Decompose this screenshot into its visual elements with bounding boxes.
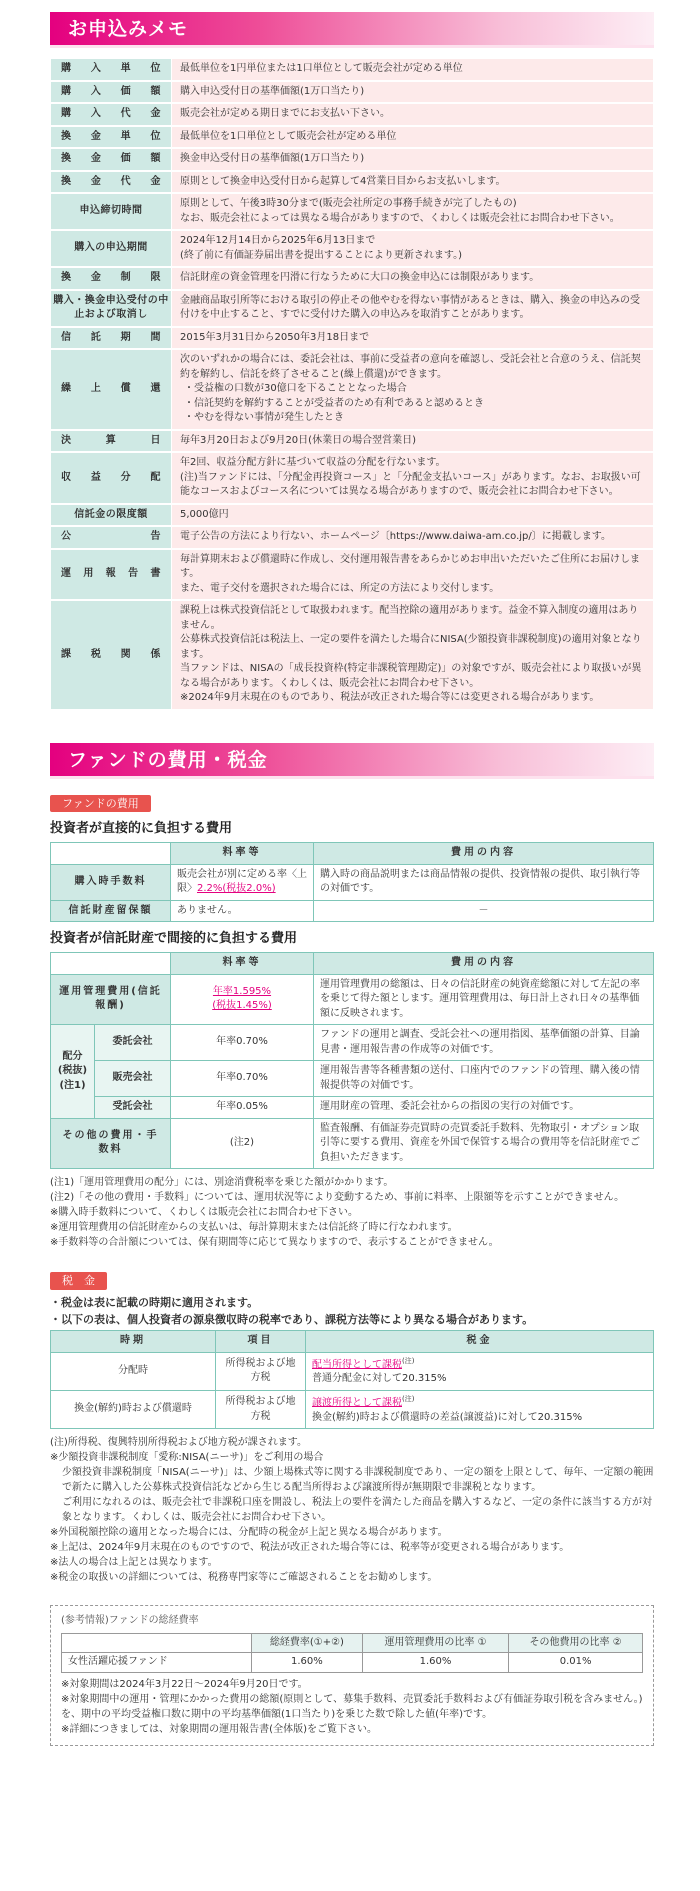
tax-col-tax: 税金 (306, 1331, 654, 1353)
fund-cost-badge: ファンドの費用 (50, 795, 151, 813)
memo-value-line: 課税上は株式投資信託として取扱われます。配当控除の適用があります。益金不算入制度の適用はありません。 (180, 605, 639, 631)
memo-value-line: 販売会社が定める期日までにお支払い下さい。 (180, 108, 390, 119)
tax-type: 配当所得として課税 (312, 1358, 402, 1370)
tax-time: 分配時 (51, 1352, 216, 1390)
memo-value-line: また、電子交付を選択された場合には、所定の方法により交付します。 (180, 582, 500, 594)
col-rate-header-2: 料率等 (171, 953, 314, 975)
memo-key: 換金単位 (51, 126, 172, 149)
memo-value-line: ・信託契約を解約することが受益者のため有利であると認めるとき (184, 397, 484, 409)
memo-value (172, 526, 654, 549)
memo-row (51, 81, 654, 104)
reference-header: その他費用の比率 ② (509, 1633, 643, 1653)
memo-value-line: ・受益権の口数が30億口を下ることとなった場合 (184, 383, 407, 394)
tax-table (50, 1330, 654, 1429)
memo-key: 購入の申込期間 (51, 230, 172, 267)
memo-row (51, 103, 654, 126)
tax-row (51, 1390, 654, 1428)
memo-value-line: 毎年3月20日および9月20日(休業日の場合翌営業日) (180, 434, 416, 446)
memo-row (51, 327, 654, 350)
tax-bullets (50, 1294, 654, 1328)
mgmt-fee-label: 運用管理費用(信託報酬) (51, 974, 171, 1025)
tax-note: ※法人の場合は上記とは異なります。 (50, 1557, 218, 1569)
memo-value (172, 171, 654, 194)
tax-note: ※上記は、2024年9月末現在のものですので、税法が改正された場合等には、税率等が変更される場合があります。 (50, 1542, 570, 1554)
cost-note: ※購入時手数料について、くわしくは販売会社にお問合わせ下さい。 (50, 1207, 358, 1219)
cost-note: (注2)「その他の費用・手数料」については、運用状況等により変動するため、事前に料率、上限額等を示すことができません。 (50, 1192, 625, 1204)
memo-value (172, 504, 654, 527)
memo-row (51, 504, 654, 527)
cost-note: (注1)「運用管理費用の配分」には、別途消費税率を乗じた額がかかります。 (50, 1177, 394, 1189)
reference-header: 総経費率(①+②) (252, 1633, 363, 1653)
tax-type: 譲渡所得として課税 (312, 1397, 402, 1409)
alloc-entity: 委託会社 (95, 1025, 171, 1061)
tax-detail-cell (306, 1390, 654, 1428)
memo-value (172, 349, 654, 430)
memo-row (51, 59, 654, 81)
indirect-cost-heading: 投資者が信託財産で間接的に負担する費用 (50, 931, 298, 947)
memo-value (172, 549, 654, 601)
memo-row (51, 230, 654, 267)
reference-header: 運用管理費用の比率 ① (362, 1633, 508, 1653)
indirect-cost-table (50, 952, 654, 1169)
tax-bullet: ・税金は表に記載の時期に適用されます。 (50, 1296, 259, 1310)
tax-note: ご利用になれるのは、販売会社で非課税口座を開設し、税法上の要件を満たした商品を購入するなど、一定の条件に該当する方が対象となります。くわしくは、販売会社にお問合わせ下さい。 (62, 1497, 652, 1524)
memo-value-line: 年2回、収益分配方針に基づいて収益の分配を行ないます。 (180, 457, 446, 468)
reference-notes (61, 1677, 643, 1737)
memo-table (50, 58, 654, 711)
mgmt-fee-content: 運用管理費用の総額は、日々の信託財産の純資産総額に対して左記の率を乗じて得た額とします。運用管理費用は、毎日計上され日々の基準価額に反映されます。 (314, 974, 654, 1025)
memo-row (51, 526, 654, 549)
memo-row (51, 126, 654, 149)
memo-key: 公告 (51, 526, 172, 549)
memo-value-line: 電子公告の方法により行ない、ホームページ〔https://www.daiwa-am.co.jp/〕に掲載します。 (180, 531, 611, 542)
memo-section-title: お申込みメモ (50, 12, 654, 48)
reference-title: (参考情報)ファンドの総経費率 (61, 1615, 199, 1627)
memo-value-line: 2015年3月31日から2050年3月18日まで (180, 331, 370, 343)
memo-value (172, 267, 654, 290)
memo-value-line: 換金申込受付日の基準価額(1万口当たり) (180, 153, 365, 164)
alloc-row-1 (51, 1061, 654, 1097)
memo-value-line: 購入申込受付日の基準価額(1万口当たり) (180, 85, 365, 97)
memo-value-line: 毎計算期末および償還時に作成し、交付運用報告書をあらかじめお申出いただいたご住所にお届けします。 (180, 553, 640, 579)
memo-row (51, 452, 654, 504)
alloc-entity: 受託会社 (95, 1097, 171, 1119)
memo-value-line: 公募株式投資信託は税法上、一定の要件を満たした場合にNISA(少額投資非課税制度)の適用対象となります。 (180, 634, 642, 660)
memo-key: 購入単位 (51, 59, 172, 81)
memo-value (172, 430, 654, 453)
tax-rate-detail: 換金(解約)時および償還時の差益(譲渡益)に対して20.315% (312, 1411, 583, 1423)
memo-value-line: ・やむを得ない事情が発生したとき (184, 412, 344, 423)
col-content-header: 費用の内容 (314, 843, 654, 865)
mgmt-fee-row (51, 974, 654, 1025)
alloc-content: ファンドの運用と調査、受託会社への運用指図、基準価額の計算、目論見書・運用報告書の作成等の対価です。 (314, 1025, 654, 1061)
memo-key: 信託金の限度額 (51, 504, 172, 527)
memo-row (51, 267, 654, 290)
alloc-entity: 販売会社 (95, 1061, 171, 1097)
memo-row (51, 430, 654, 453)
tax-note: ※少額投資非課税制度「愛称:NISA(ニーサ)」をご利用の場合 (50, 1452, 324, 1464)
mgmt-fee-rate-1: 年率1.595% (212, 985, 272, 997)
memo-value-line: (終了前に有価証券届出書を提出することにより更新されます。) (180, 249, 463, 261)
tax-row (51, 1352, 654, 1390)
tax-note: (注)所得税、復興特別所得税および地方税が課されます。 (50, 1437, 308, 1449)
memo-value-line: 当ファンドは、NISAの「成長投資枠(特定非課税管理勘定)」の対象ですが、販売会社により取扱いが異なる場合があります。くわしくは、販売会社にお問合わせ下さい。 (180, 663, 642, 689)
tax-notes (50, 1435, 654, 1585)
memo-value (172, 327, 654, 350)
alloc-label: 配分(税抜)(注1) (51, 1025, 95, 1119)
memo-value-line: 2024年12月14日から2025年6月13日まで (180, 235, 376, 246)
reference-note: ※詳細につきましては、対象期間の運用報告書(全体版)をご覧下さい。 (61, 1723, 377, 1735)
memo-value-line: (注)当ファンドには、「分配金再投資コース」と「分配金支払いコース」があります。なお、お取扱い可能なコースおよびコース名については異なる場合がありますので、販売会社にお問合わせ下さい。 (180, 471, 641, 497)
memo-key: 運用報告書 (51, 549, 172, 601)
memo-key: 申込締切時間 (51, 193, 172, 230)
memo-key: 換金制限 (51, 267, 172, 290)
cost-note: ※手数料等の合計額については、保有期間等に応じて異なりますので、表示することができません。 (50, 1237, 499, 1249)
direct-cost-rate (171, 864, 314, 900)
memo-value-line: 原則として、午後3時30分まで(販売会社所定の事務手続きが完了したもの) (180, 198, 517, 209)
reference-box (50, 1605, 654, 1746)
alloc-rate: 年率0.70% (171, 1061, 314, 1097)
memo-row (51, 349, 654, 430)
tax-item: 所得税および地方税 (216, 1352, 306, 1390)
tax-type-line (312, 1394, 647, 1411)
reference-note: ※対象期間中の運用・管理にかかった費用の総額(原則として、募集手数料、売買委託手数料および有価証券取引税を含みません。)を、期中の平均受益権口数に期中の平均基準価額(1口当たり)を乗じた数で除した値(年率)です。 (61, 1693, 643, 1720)
memo-key: 購入価額 (51, 81, 172, 104)
memo-row (51, 193, 654, 230)
memo-row (51, 148, 654, 171)
memo-value (172, 126, 654, 149)
memo-value (172, 290, 654, 327)
reference-table (61, 1633, 643, 1673)
memo-key: 決算日 (51, 430, 172, 453)
reference-cell: 女性活躍応援ファンド (62, 1653, 252, 1673)
direct-cost-rate-text: ありません。 (177, 904, 238, 916)
memo-value-line: 最低単位を1円単位または1口単位として販売会社が定める単位 (180, 63, 463, 74)
col-rate-header: 料率等 (171, 843, 314, 865)
memo-value (172, 148, 654, 171)
alloc-row-2 (51, 1097, 654, 1119)
tax-bullet: ・以下の表は、個人投資者の源泉徴収時の税率であり、課税方法等により異なる場合があります。 (50, 1313, 534, 1327)
cost-section-title: ファンドの費用・税金 (50, 743, 654, 779)
memo-key: 課税関係 (51, 600, 172, 710)
direct-cost-row (51, 900, 654, 922)
memo-value-line: 次のいずれかの場合には、委託会社は、事前に受益者の意向を確認し、受託会社と合意のうえ、信託契約を解約し、信託を終了させること(繰上償還)ができます。 (180, 354, 641, 380)
tax-rate-detail: 普通分配金に対して20.315% (312, 1373, 447, 1385)
memo-key: 信託期間 (51, 327, 172, 350)
cost-note: ※運用管理費用の信託財産からの支払いは、毎計算期末または信託終了時に行なわれます。 (50, 1222, 458, 1234)
memo-key: 換金価額 (51, 148, 172, 171)
reference-note: ※対象期間は2024年3月22日～2024年9月20日です。 (61, 1678, 308, 1690)
memo-value (172, 59, 654, 81)
direct-cost-label: 購入時手数料 (51, 864, 171, 900)
direct-cost-rate (171, 900, 314, 922)
memo-key: 購入代金 (51, 103, 172, 126)
cost-notes (50, 1175, 654, 1250)
direct-cost-table (50, 842, 654, 922)
tax-col-time: 時期 (51, 1331, 216, 1353)
memo-value (172, 600, 654, 710)
memo-row (51, 549, 654, 601)
memo-value-line: 信託財産の資金管理を円滑に行なうために大口の換金申込には制限があります。 (180, 272, 540, 283)
memo-row (51, 290, 654, 327)
memo-value-line: なお、販売会社によっては異なる場合がありますので、くわしくは販売会社にお問合わせ下さい。 (180, 212, 620, 224)
memo-value-line: ※2024年9月末現在のものであり、税法が改正された場合等には変更される場合があります。 (180, 692, 600, 703)
reference-cell: 0.01% (509, 1653, 643, 1673)
direct-cost-row (51, 864, 654, 900)
reference-cell: 1.60% (362, 1653, 508, 1673)
direct-cost-rate-text: 販売会社が別に定める率〈上限〉 (177, 868, 307, 895)
reference-header (62, 1633, 252, 1653)
other-fee-label: その他の費用・手数料 (51, 1118, 171, 1169)
tax-type-line (312, 1356, 647, 1373)
alloc-content: 運用報告書等各種書類の送付、口座内でのファンドの管理、購入後の情報提供等の対価です。 (314, 1061, 654, 1097)
tax-item: 所得税および地方税 (216, 1390, 306, 1428)
direct-cost-label: 信託財産留保額 (51, 900, 171, 922)
memo-value (172, 193, 654, 230)
tax-note-mark: (注) (402, 1356, 415, 1365)
memo-value-line: 5,000億円 (180, 508, 229, 520)
memo-key: 繰上償還 (51, 349, 172, 430)
memo-key: 換金代金 (51, 171, 172, 194)
memo-value (172, 103, 654, 126)
tax-badge: 税 金 (50, 1272, 107, 1290)
direct-cost-content: 購入時の商品説明または商品情報の提供、投資情報の提供、取引執行等の対価です。 (314, 864, 654, 900)
memo-key: 収益分配 (51, 452, 172, 504)
other-fee-row (51, 1118, 654, 1169)
tax-note: ※税金の取扱いの詳細については、税務専門家等にご確認されることをお勧めします。 (50, 1572, 438, 1584)
memo-value-line: 金融商品取引所等における取引の停止その他やむを得ない事情があるときは、購入、換金の申込みの受付けを中止すること、すでに受付けた購入の申込みを取消すことがあります。 (180, 294, 640, 320)
direct-cost-rate-max: 2.2%(税抜2.0%) (197, 883, 276, 895)
alloc-content: 運用財産の管理、委託会社からの指図の実行の対価です。 (314, 1097, 654, 1119)
memo-row (51, 600, 654, 710)
alloc-row-0 (51, 1025, 654, 1061)
memo-key: 購入・換金申込受付の中止および取消し (51, 290, 172, 327)
alloc-rate: 年率0.70% (171, 1025, 314, 1061)
memo-value-line: 原則として換金申込受付日から起算して4営業日目からお支払いします。 (180, 175, 506, 187)
mgmt-fee-rate-2: (税抜1.45%) (212, 1000, 272, 1012)
direct-cost-heading: 投資者が直接的に負担する費用 (50, 821, 233, 837)
memo-value (172, 452, 654, 504)
tax-note: ※外国税額控除の適用となった場合には、分配時の税金が上記と異なる場合があります。 (50, 1527, 448, 1539)
reference-cell: 1.60% (252, 1653, 363, 1673)
other-fee-content: 監査報酬、有価証券売買時の売買委託手数料、先物取引・オプション取引等に要する費用、資産を外国で保管する場合の費用等を信託財産でご負担いただきます。 (314, 1118, 654, 1169)
alloc-rate: 年率0.05% (171, 1097, 314, 1119)
tax-col-item: 項目 (216, 1331, 306, 1353)
tax-time: 換金(解約)時および償還時 (51, 1390, 216, 1428)
other-fee-rate: (注2) (171, 1118, 314, 1169)
tax-note-mark: (注) (402, 1394, 415, 1403)
mgmt-fee-rate (171, 974, 314, 1025)
memo-value-line: 最低単位を1口単位として販売会社が定める単位 (180, 130, 397, 142)
memo-value (172, 81, 654, 104)
memo-row (51, 171, 654, 194)
memo-value (172, 230, 654, 267)
tax-detail-cell (306, 1352, 654, 1390)
col-content-header-2: 費用の内容 (314, 953, 654, 975)
tax-note: 少額投資非課税制度「NISA(ニーサ)」は、少額上場株式等に関する非課税制度であり、一定の額を上限として、毎年、一定額の範囲で新たに購入した公募株式投資信託などから生じる配当所得および譲渡所得が無期限で非課税となります。 (62, 1467, 654, 1494)
direct-cost-content: － (314, 900, 654, 922)
